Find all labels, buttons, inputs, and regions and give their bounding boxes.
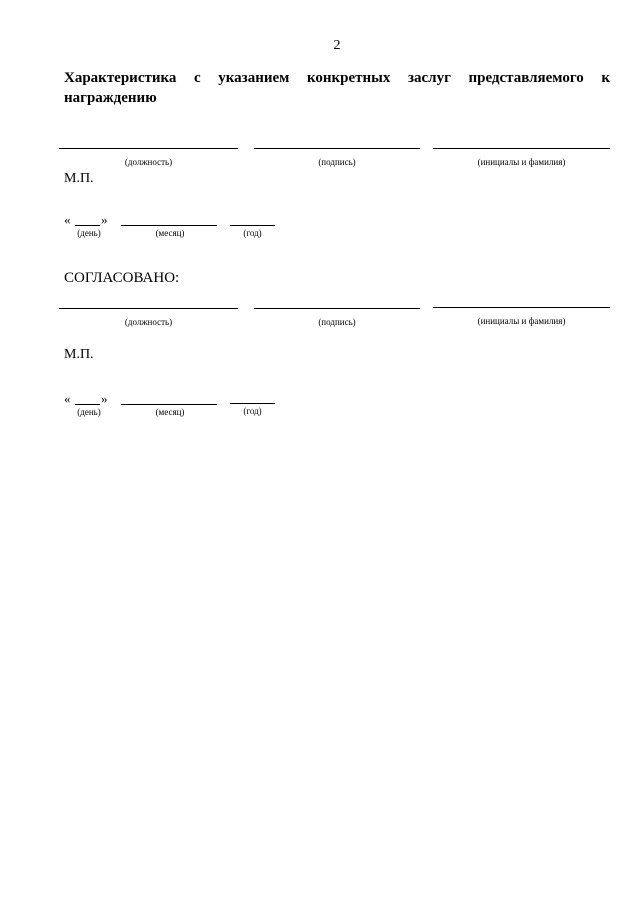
name-field-line[interactable] xyxy=(433,307,610,308)
month-field-line[interactable] xyxy=(121,225,217,226)
day-caption: (день) xyxy=(77,228,101,238)
heading-line-1 xyxy=(64,68,610,88)
day-field-line[interactable] xyxy=(75,404,100,405)
day-caption: (день) xyxy=(77,407,101,417)
open-quote: « xyxy=(64,212,71,227)
stamp-label: М.П. xyxy=(64,171,94,186)
agreed-label: СОГЛАСОВАНО: xyxy=(64,270,180,286)
month-caption: (месяц) xyxy=(155,407,185,417)
year-field-line[interactable] xyxy=(230,403,275,404)
position-field-line[interactable] xyxy=(59,308,238,309)
year-caption: (год) xyxy=(243,228,262,238)
month-caption: (месяц) xyxy=(155,228,185,238)
heading-word: Характеристика xyxy=(64,70,177,86)
heading-word: заслуг xyxy=(407,70,451,86)
stamp-label: М.П. xyxy=(64,347,94,362)
year-field-line[interactable] xyxy=(230,225,275,226)
signature-caption: (подпись) xyxy=(318,157,356,167)
name-caption: (инициалы и фамилия) xyxy=(477,157,566,167)
heading-word: с xyxy=(194,70,201,86)
name-field-line[interactable] xyxy=(433,148,610,149)
heading-word: представляемого xyxy=(468,70,584,86)
position-caption: (должность) xyxy=(124,317,173,327)
heading-line-2: награждению xyxy=(64,90,157,106)
signature-field-line[interactable] xyxy=(254,308,420,309)
signature-field-line[interactable] xyxy=(254,148,420,149)
close-quote: » xyxy=(101,391,108,406)
page-number: 2 xyxy=(333,38,341,53)
document-heading xyxy=(64,68,610,108)
year-caption: (год) xyxy=(243,406,262,416)
heading-word: указанием xyxy=(218,70,290,86)
month-field-line[interactable] xyxy=(121,404,217,405)
day-field-line[interactable] xyxy=(75,225,100,226)
close-quote: » xyxy=(101,212,108,227)
heading-word: к xyxy=(601,70,610,86)
position-field-line[interactable] xyxy=(59,148,238,149)
open-quote: « xyxy=(64,391,71,406)
signature-caption: (подпись) xyxy=(318,317,356,327)
name-caption: (инициалы и фамилия) xyxy=(477,316,566,326)
heading-word: конкретных xyxy=(306,70,391,86)
position-caption: (должность) xyxy=(124,157,173,167)
